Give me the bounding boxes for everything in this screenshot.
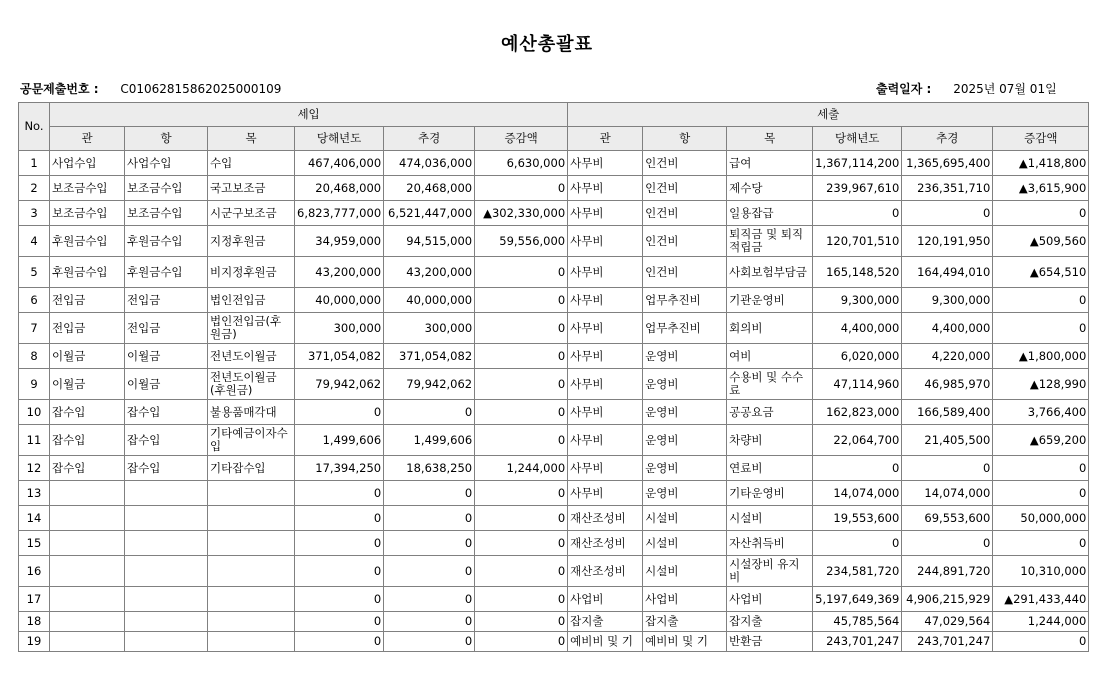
cell-expense-change: 3,766,400	[993, 400, 1089, 425]
cell-expense-mok: 여비	[727, 344, 813, 369]
header-expense-change: 증감액	[993, 127, 1089, 151]
cell-row-no: 4	[19, 226, 50, 257]
cell-income-supplementary: 474,036,000	[384, 151, 475, 176]
cell-row-no: 6	[19, 288, 50, 313]
cell-expense-mok: 기관운영비	[727, 288, 813, 313]
cell-income-supplementary: 0	[384, 587, 475, 612]
cell-income-mok: 시군구보조금	[208, 201, 295, 226]
cell-expense-change: 10,310,000	[993, 556, 1089, 587]
cell-expense-change: ▲3,615,900	[993, 176, 1089, 201]
cell-expense-gwan: 잡지출	[568, 612, 643, 632]
cell-expense-current: 22,064,700	[813, 425, 902, 456]
cell-expense-supplementary: 0	[902, 456, 993, 481]
cell-income-change: 0	[475, 369, 568, 400]
cell-income-hang: 보조금수입	[125, 176, 208, 201]
doc-number-label: 공문제출번호 :	[20, 82, 99, 96]
cell-income-supplementary: 43,200,000	[384, 257, 475, 288]
cell-expense-mok: 사업비	[727, 587, 813, 612]
header-income-change: 증감액	[475, 127, 568, 151]
doc-number-value: C01062815862025000109	[120, 82, 282, 96]
cell-income-supplementary: 0	[384, 632, 475, 652]
cell-income-mok: 전년도이월금(후원금)	[208, 369, 295, 400]
cell-row-no: 13	[19, 481, 50, 506]
cell-expense-hang: 운영비	[643, 481, 727, 506]
table-row	[19, 481, 1089, 506]
header-expense-gwan: 관	[568, 127, 643, 151]
cell-income-current: 0	[295, 587, 384, 612]
cell-income-mok: 기타잡수입	[208, 456, 295, 481]
cell-row-no: 17	[19, 587, 50, 612]
header-no: No.	[19, 103, 50, 151]
cell-income-hang	[125, 531, 208, 556]
cell-expense-hang: 잡지출	[643, 612, 727, 632]
cell-income-current: 0	[295, 481, 384, 506]
cell-expense-change: ▲659,200	[993, 425, 1089, 456]
cell-row-no: 10	[19, 400, 50, 425]
cell-expense-gwan: 사무비	[568, 313, 643, 344]
cell-expense-supplementary: 120,191,950	[902, 226, 993, 257]
cell-income-mok: 비지정후원금	[208, 257, 295, 288]
cell-income-hang: 사업수입	[125, 151, 208, 176]
cell-income-change: 0	[475, 506, 568, 531]
cell-expense-current: 6,020,000	[813, 344, 902, 369]
cell-income-gwan: 전입금	[50, 288, 125, 313]
cell-income-change: 0	[475, 257, 568, 288]
cell-expense-mok: 공공요금	[727, 400, 813, 425]
cell-expense-supplementary: 4,906,215,929	[902, 587, 993, 612]
cell-income-mok: 전년도이월금	[208, 344, 295, 369]
cell-expense-change: 0	[993, 288, 1089, 313]
cell-income-hang	[125, 612, 208, 632]
cell-income-current: 0	[295, 556, 384, 587]
cell-income-change: 0	[475, 400, 568, 425]
cell-expense-hang: 운영비	[643, 344, 727, 369]
cell-income-change: 0	[475, 288, 568, 313]
cell-expense-supplementary: 0	[902, 201, 993, 226]
cell-row-no: 2	[19, 176, 50, 201]
cell-income-hang: 후원금수입	[125, 257, 208, 288]
cell-income-gwan: 사업수입	[50, 151, 125, 176]
cell-expense-gwan: 사무비	[568, 344, 643, 369]
cell-income-mok	[208, 531, 295, 556]
header-expense-mok: 목	[727, 127, 813, 151]
cell-expense-change: ▲1,418,800	[993, 151, 1089, 176]
cell-expense-hang: 인건비	[643, 257, 727, 288]
cell-expense-mok: 급여	[727, 151, 813, 176]
cell-expense-change: ▲291,433,440	[993, 587, 1089, 612]
budget-summary-table	[18, 102, 1089, 652]
cell-income-gwan	[50, 556, 125, 587]
cell-income-mok: 기타예금이자수입	[208, 425, 295, 456]
table-row	[19, 313, 1089, 344]
cell-expense-gwan: 사무비	[568, 257, 643, 288]
cell-expense-gwan: 사무비	[568, 400, 643, 425]
cell-row-no: 18	[19, 612, 50, 632]
table-row	[19, 531, 1089, 556]
cell-income-hang: 잡수입	[125, 456, 208, 481]
cell-expense-gwan: 사무비	[568, 176, 643, 201]
cell-expense-hang: 운영비	[643, 400, 727, 425]
cell-income-current: 0	[295, 632, 384, 652]
cell-income-current: 43,200,000	[295, 257, 384, 288]
cell-expense-mok: 수용비 및 수수료	[727, 369, 813, 400]
cell-income-current: 0	[295, 506, 384, 531]
table-row	[19, 506, 1089, 531]
cell-expense-current: 162,823,000	[813, 400, 902, 425]
cell-income-supplementary: 20,468,000	[384, 176, 475, 201]
cell-expense-mok: 기타운영비	[727, 481, 813, 506]
cell-expense-current: 0	[813, 456, 902, 481]
header-income-hang: 항	[125, 127, 208, 151]
header-income-supplementary: 추경	[384, 127, 475, 151]
cell-income-current: 0	[295, 400, 384, 425]
cell-expense-change: 0	[993, 481, 1089, 506]
cell-expense-change: ▲509,560	[993, 226, 1089, 257]
table-row	[19, 400, 1089, 425]
cell-income-supplementary: 0	[384, 556, 475, 587]
cell-income-hang: 잡수입	[125, 425, 208, 456]
cell-income-change: 0	[475, 313, 568, 344]
cell-income-current: 1,499,606	[295, 425, 384, 456]
cell-expense-mok: 회의비	[727, 313, 813, 344]
cell-income-current: 17,394,250	[295, 456, 384, 481]
table-row	[19, 288, 1089, 313]
cell-income-change: 59,556,000	[475, 226, 568, 257]
cell-income-mok: 수입	[208, 151, 295, 176]
cell-expense-mok: 차량비	[727, 425, 813, 456]
header-expense-current: 당해년도	[813, 127, 902, 151]
cell-income-hang	[125, 587, 208, 612]
cell-expense-change: ▲654,510	[993, 257, 1089, 288]
cell-expense-current: 4,400,000	[813, 313, 902, 344]
cell-expense-hang: 운영비	[643, 369, 727, 400]
cell-income-supplementary: 0	[384, 506, 475, 531]
cell-expense-change: 0	[993, 313, 1089, 344]
cell-expense-gwan: 재산조성비	[568, 531, 643, 556]
cell-income-hang	[125, 506, 208, 531]
cell-expense-mok: 시설비	[727, 506, 813, 531]
table-row	[19, 556, 1089, 587]
cell-expense-gwan: 사무비	[568, 226, 643, 257]
cell-income-supplementary: 300,000	[384, 313, 475, 344]
table-row	[19, 226, 1089, 257]
cell-expense-gwan: 재산조성비	[568, 506, 643, 531]
cell-expense-gwan: 사무비	[568, 481, 643, 506]
header-income-gwan: 관	[50, 127, 125, 151]
cell-expense-current: 239,967,610	[813, 176, 902, 201]
cell-expense-gwan: 사무비	[568, 369, 643, 400]
cell-expense-current: 14,074,000	[813, 481, 902, 506]
cell-income-hang	[125, 481, 208, 506]
cell-expense-supplementary: 14,074,000	[902, 481, 993, 506]
cell-expense-supplementary: 4,400,000	[902, 313, 993, 344]
cell-income-gwan	[50, 587, 125, 612]
cell-expense-supplementary: 21,405,500	[902, 425, 993, 456]
cell-row-no: 5	[19, 257, 50, 288]
cell-row-no: 9	[19, 369, 50, 400]
cell-income-supplementary: 0	[384, 531, 475, 556]
cell-income-hang	[125, 556, 208, 587]
cell-income-mok	[208, 587, 295, 612]
cell-expense-mok: 시설장비 유지비	[727, 556, 813, 587]
cell-expense-gwan: 재산조성비	[568, 556, 643, 587]
cell-income-gwan: 이월금	[50, 369, 125, 400]
cell-expense-hang: 인건비	[643, 151, 727, 176]
cell-expense-mok: 연료비	[727, 456, 813, 481]
cell-income-mok	[208, 506, 295, 531]
table-row	[19, 456, 1089, 481]
cell-income-mok	[208, 612, 295, 632]
cell-expense-change: ▲1,800,000	[993, 344, 1089, 369]
cell-expense-change: 0	[993, 531, 1089, 556]
doc-number	[20, 80, 281, 97]
cell-expense-gwan: 사무비	[568, 425, 643, 456]
header-income: 세입	[50, 103, 568, 127]
cell-row-no: 7	[19, 313, 50, 344]
cell-expense-supplementary: 4,220,000	[902, 344, 993, 369]
cell-expense-supplementary: 47,029,564	[902, 612, 993, 632]
cell-income-gwan: 잡수입	[50, 425, 125, 456]
cell-expense-supplementary: 1,365,695,400	[902, 151, 993, 176]
cell-expense-gwan: 사무비	[568, 288, 643, 313]
cell-expense-mok: 반환금	[727, 632, 813, 652]
header-expense: 세출	[568, 103, 1089, 127]
cell-income-current: 34,959,000	[295, 226, 384, 257]
cell-income-mok: 불용품매각대	[208, 400, 295, 425]
cell-income-supplementary: 371,054,082	[384, 344, 475, 369]
cell-income-gwan: 보조금수입	[50, 176, 125, 201]
cell-income-change: 0	[475, 612, 568, 632]
cell-income-current: 40,000,000	[295, 288, 384, 313]
cell-income-change: ▲302,330,000	[475, 201, 568, 226]
cell-expense-current: 19,553,600	[813, 506, 902, 531]
cell-income-change: 0	[475, 176, 568, 201]
cell-income-change: 6,630,000	[475, 151, 568, 176]
cell-income-current: 20,468,000	[295, 176, 384, 201]
cell-expense-hang: 운영비	[643, 425, 727, 456]
cell-expense-current: 0	[813, 201, 902, 226]
table-row	[19, 587, 1089, 612]
cell-income-change: 0	[475, 556, 568, 587]
cell-income-gwan: 전입금	[50, 313, 125, 344]
cell-income-change: 0	[475, 481, 568, 506]
cell-income-supplementary: 94,515,000	[384, 226, 475, 257]
cell-income-change: 0	[475, 587, 568, 612]
cell-income-hang	[125, 632, 208, 652]
cell-expense-hang: 시설비	[643, 556, 727, 587]
print-date-label: 출력일자 :	[876, 82, 932, 96]
cell-income-gwan: 잡수입	[50, 456, 125, 481]
cell-income-gwan: 후원금수입	[50, 257, 125, 288]
cell-expense-supplementary: 0	[902, 531, 993, 556]
cell-row-no: 11	[19, 425, 50, 456]
cell-income-current: 371,054,082	[295, 344, 384, 369]
table-body	[19, 151, 1089, 652]
cell-income-gwan	[50, 531, 125, 556]
cell-income-current: 467,406,000	[295, 151, 384, 176]
cell-expense-mok: 잡지출	[727, 612, 813, 632]
cell-income-hang: 후원금수입	[125, 226, 208, 257]
cell-expense-change: 0	[993, 201, 1089, 226]
cell-income-supplementary: 0	[384, 612, 475, 632]
cell-income-supplementary: 40,000,000	[384, 288, 475, 313]
cell-expense-hang: 인건비	[643, 201, 727, 226]
cell-expense-change: 0	[993, 456, 1089, 481]
cell-income-supplementary: 18,638,250	[384, 456, 475, 481]
cell-row-no: 1	[19, 151, 50, 176]
cell-income-change: 0	[475, 344, 568, 369]
print-date	[876, 80, 1057, 97]
cell-expense-hang: 인건비	[643, 176, 727, 201]
cell-income-gwan	[50, 612, 125, 632]
cell-expense-change: 50,000,000	[993, 506, 1089, 531]
cell-income-hang: 전입금	[125, 288, 208, 313]
cell-income-gwan	[50, 506, 125, 531]
cell-row-no: 19	[19, 632, 50, 652]
cell-income-hang: 잡수입	[125, 400, 208, 425]
cell-expense-mok: 사회보험부담금	[727, 257, 813, 288]
cell-expense-hang: 사업비	[643, 587, 727, 612]
cell-income-current: 0	[295, 612, 384, 632]
cell-income-mok: 국고보조금	[208, 176, 295, 201]
cell-income-hang: 이월금	[125, 344, 208, 369]
cell-income-gwan	[50, 481, 125, 506]
table-row	[19, 344, 1089, 369]
cell-income-change: 0	[475, 425, 568, 456]
cell-income-mok: 법인전입금(후원금)	[208, 313, 295, 344]
cell-income-hang: 전입금	[125, 313, 208, 344]
cell-row-no: 14	[19, 506, 50, 531]
cell-income-mok	[208, 632, 295, 652]
cell-income-change: 0	[475, 632, 568, 652]
cell-expense-mok: 제수당	[727, 176, 813, 201]
cell-row-no: 16	[19, 556, 50, 587]
cell-expense-current: 243,701,247	[813, 632, 902, 652]
cell-income-supplementary: 0	[384, 481, 475, 506]
header-expense-supplementary: 추경	[902, 127, 993, 151]
cell-expense-current: 5,197,649,369	[813, 587, 902, 612]
cell-row-no: 12	[19, 456, 50, 481]
cell-expense-mok: 자산취득비	[727, 531, 813, 556]
cell-income-change: 0	[475, 531, 568, 556]
cell-expense-hang: 시설비	[643, 531, 727, 556]
cell-income-gwan: 이월금	[50, 344, 125, 369]
cell-expense-change: ▲128,990	[993, 369, 1089, 400]
cell-income-hang: 이월금	[125, 369, 208, 400]
cell-income-current: 6,823,777,000	[295, 201, 384, 226]
cell-expense-hang: 운영비	[643, 456, 727, 481]
cell-income-gwan: 후원금수입	[50, 226, 125, 257]
cell-expense-current: 0	[813, 531, 902, 556]
cell-expense-supplementary: 69,553,600	[902, 506, 993, 531]
cell-expense-mok: 일용잡급	[727, 201, 813, 226]
cell-income-gwan: 보조금수입	[50, 201, 125, 226]
cell-income-change: 1,244,000	[475, 456, 568, 481]
table-row	[19, 176, 1089, 201]
cell-expense-hang: 시설비	[643, 506, 727, 531]
cell-expense-gwan: 사업비	[568, 587, 643, 612]
cell-expense-hang: 업무추진비	[643, 288, 727, 313]
cell-row-no: 3	[19, 201, 50, 226]
table-row	[19, 257, 1089, 288]
cell-expense-supplementary: 236,351,710	[902, 176, 993, 201]
cell-expense-gwan: 사무비	[568, 201, 643, 226]
cell-expense-supplementary: 243,701,247	[902, 632, 993, 652]
cell-income-mok	[208, 481, 295, 506]
cell-expense-hang: 인건비	[643, 226, 727, 257]
cell-expense-current: 1,367,114,200	[813, 151, 902, 176]
cell-expense-current: 234,581,720	[813, 556, 902, 587]
cell-expense-gwan: 사무비	[568, 151, 643, 176]
table-row	[19, 612, 1089, 632]
cell-income-supplementary: 0	[384, 400, 475, 425]
cell-expense-change: 0	[993, 632, 1089, 652]
cell-income-hang: 보조금수입	[125, 201, 208, 226]
cell-expense-current: 165,148,520	[813, 257, 902, 288]
header-income-current: 당해년도	[295, 127, 384, 151]
cell-income-current: 79,942,062	[295, 369, 384, 400]
cell-row-no: 15	[19, 531, 50, 556]
cell-expense-supplementary: 9,300,000	[902, 288, 993, 313]
cell-expense-supplementary: 164,494,010	[902, 257, 993, 288]
cell-expense-mok: 퇴직금 및 퇴직적립금	[727, 226, 813, 257]
cell-expense-supplementary: 46,985,970	[902, 369, 993, 400]
cell-expense-hang: 예비비 및 기	[643, 632, 727, 652]
cell-expense-gwan: 예비비 및 기	[568, 632, 643, 652]
cell-income-mok: 법인전입금	[208, 288, 295, 313]
cell-income-mok	[208, 556, 295, 587]
table-row	[19, 369, 1089, 400]
cell-income-supplementary: 1,499,606	[384, 425, 475, 456]
table-row	[19, 151, 1089, 176]
cell-income-gwan: 잡수입	[50, 400, 125, 425]
cell-expense-change: 1,244,000	[993, 612, 1089, 632]
cell-row-no: 8	[19, 344, 50, 369]
print-date-value: 2025년 07월 01일	[953, 82, 1057, 96]
cell-income-gwan	[50, 632, 125, 652]
cell-expense-hang: 업무추진비	[643, 313, 727, 344]
cell-expense-current: 47,114,960	[813, 369, 902, 400]
cell-expense-gwan: 사무비	[568, 456, 643, 481]
cell-income-current: 0	[295, 531, 384, 556]
header-expense-hang: 항	[643, 127, 727, 151]
table-row	[19, 632, 1089, 652]
table-row	[19, 425, 1089, 456]
cell-income-supplementary: 79,942,062	[384, 369, 475, 400]
cell-income-mok: 지정후원금	[208, 226, 295, 257]
cell-expense-current: 120,701,510	[813, 226, 902, 257]
cell-income-supplementary: 6,521,447,000	[384, 201, 475, 226]
cell-income-current: 300,000	[295, 313, 384, 344]
cell-expense-current: 45,785,564	[813, 612, 902, 632]
cell-expense-supplementary: 166,589,400	[902, 400, 993, 425]
table-row	[19, 201, 1089, 226]
cell-expense-current: 9,300,000	[813, 288, 902, 313]
header-income-mok: 목	[208, 127, 295, 151]
page-title: 예산총괄표	[501, 34, 593, 55]
cell-expense-supplementary: 244,891,720	[902, 556, 993, 587]
